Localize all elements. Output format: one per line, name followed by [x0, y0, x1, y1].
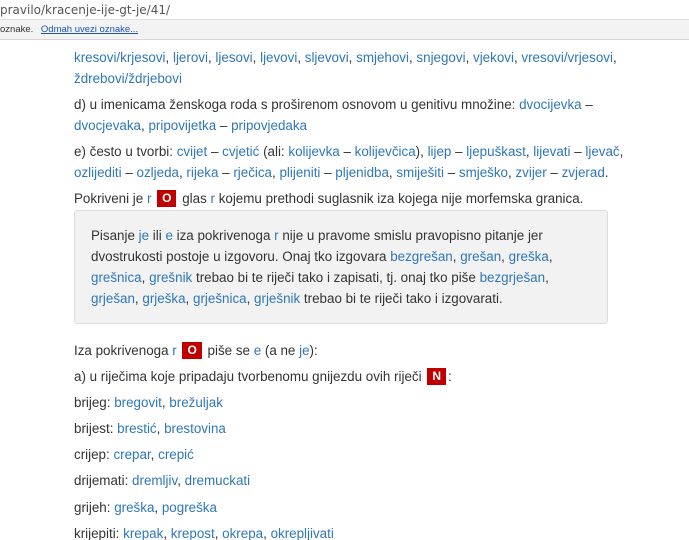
example-word-link[interactable]: smješko [458, 165, 508, 180]
text-run: – [581, 97, 593, 112]
badge-o[interactable]: O [182, 342, 201, 359]
after-before: Iza pokrivenoga [74, 343, 173, 358]
paragraph-a-end: : [447, 369, 452, 384]
highlighted-letters: e [165, 228, 173, 243]
entry-word-link[interactable]: crepar [113, 447, 151, 462]
example-word-link[interactable]: vjekovi [473, 50, 514, 65]
badge-o[interactable]: O [157, 190, 176, 207]
letter-e: e [253, 343, 262, 358]
after-middle: piše se [203, 343, 254, 358]
example-word-link[interactable]: sljevovi [304, 50, 349, 65]
entry-row [74, 523, 334, 540]
text-run: e) često u tvorbi: [74, 144, 177, 159]
url-text[interactable]: pravilo/kracenje-ije-gt-je/41/ [0, 3, 171, 17]
text-run: – [218, 165, 234, 180]
example-word-link[interactable]: cvjetić [222, 144, 260, 159]
text-run: , [165, 50, 173, 65]
text-run: . [604, 165, 609, 180]
covered-before: Pokriveni je [74, 191, 147, 206]
entry-word-link[interactable]: brestić [117, 421, 157, 436]
separator: , [150, 447, 159, 462]
example-word-link[interactable]: lijevati [533, 144, 571, 159]
text-run: , [513, 50, 522, 65]
example-word-link[interactable]: dvocjevaka [74, 118, 141, 133]
covered-middle: glas [178, 191, 211, 206]
example-word-link[interactable]: kolijevka [288, 144, 340, 159]
entry-row [74, 418, 226, 439]
badge-n[interactable]: N [427, 368, 446, 385]
text-run: , [388, 165, 397, 180]
example-word-link[interactable]: dvocijevka [519, 97, 582, 112]
entry-row [74, 444, 194, 465]
example-word-link[interactable]: pripovijetka [148, 118, 217, 133]
entry-head: drijemati: [74, 473, 133, 488]
text-run: – [207, 144, 223, 159]
letter-r: r [210, 191, 215, 206]
example-word-link[interactable]: ždrebovi/ždrjebovi [74, 71, 182, 86]
text-run: – [443, 165, 459, 180]
example-word-link[interactable]: lijep [427, 144, 452, 159]
text-run: nije u pravome smislu pravopisno pitanje jer [278, 228, 543, 243]
text-run: – [570, 144, 586, 159]
note-word-link[interactable]: grešnica [91, 270, 142, 285]
entry-word-link[interactable]: dremljiv [132, 473, 178, 488]
note-line [91, 246, 553, 267]
example-word-link[interactable]: ljevač [585, 144, 620, 159]
entry-word-link[interactable]: brestovina [164, 421, 226, 436]
note-word-link[interactable]: grešnik [149, 270, 193, 285]
example-word-link[interactable]: pripovjedaka [231, 118, 308, 133]
text-run: , [246, 291, 255, 306]
note-word-link[interactable]: bezgrešan [390, 249, 453, 264]
paragraph-e-line [74, 162, 609, 183]
entry-word-link[interactable]: bregovit [114, 395, 162, 410]
text-run: (ali: [259, 144, 289, 159]
text-run: Pisanje [91, 228, 139, 243]
text-run: iza pokrivenoga [172, 228, 275, 243]
text-run: – [546, 165, 562, 180]
after-end: ): [309, 343, 318, 358]
entry-head: brijest: [74, 421, 118, 436]
text-run: – [121, 165, 137, 180]
entry-head: crijep: [74, 447, 114, 462]
example-word-link[interactable]: rječica [233, 165, 273, 180]
entry-word-link[interactable]: dremuckati [184, 473, 251, 488]
text-run: , [134, 291, 143, 306]
note-box [74, 210, 608, 324]
note-word-link[interactable]: grješka [142, 291, 186, 306]
text-run: , [452, 249, 461, 264]
text-run: , [178, 165, 187, 180]
text-run: , [252, 50, 261, 65]
after-paren: (a ne [261, 343, 300, 358]
text-run: , [619, 144, 624, 159]
separator: , [214, 526, 223, 540]
entry-head: grijeh: [74, 500, 115, 515]
text-run: , [185, 291, 193, 306]
example-word-link[interactable]: ozljeda [136, 165, 179, 180]
example-word-link[interactable]: ljepuškast [466, 144, 526, 159]
text-run: , [297, 50, 305, 65]
note-line [91, 288, 503, 309]
entry-row [74, 470, 250, 491]
note-word-link[interactable]: grješan [91, 291, 135, 306]
example-word-link[interactable]: ljesovi [215, 50, 253, 65]
separator: , [177, 473, 185, 488]
entry-head: krijepiti: [74, 526, 124, 540]
note-word-link[interactable]: greška [508, 249, 549, 264]
note-word-link[interactable]: grješnik [254, 291, 301, 306]
text-run: , [348, 50, 357, 65]
example-line [74, 68, 182, 89]
text-run: trebao bi te riječi tako i izgovarati. [300, 291, 503, 306]
separator: , [163, 526, 171, 540]
address-bar[interactable] [0, 0, 689, 20]
note-line [91, 225, 543, 246]
highlighted-letters: je [138, 228, 150, 243]
text-run: – [216, 118, 232, 133]
text-run: , [465, 50, 474, 65]
text-run: , [508, 165, 516, 180]
example-word-link[interactable]: rijeka [186, 165, 219, 180]
entry-word-link[interactable]: greška [114, 500, 155, 515]
paragraph-d-line [74, 115, 307, 136]
text-run: , [141, 118, 149, 133]
entry-word-link[interactable]: okrepljivati [270, 526, 334, 540]
text-run: , [408, 50, 417, 65]
entry-head: brijeg: [74, 395, 115, 410]
entry-word-link[interactable]: brežuljak [169, 395, 223, 410]
text-run: ), [415, 144, 428, 159]
separator: , [156, 421, 165, 436]
example-word-link[interactable]: plijeniti [279, 165, 321, 180]
example-word-link[interactable]: snjegovi [416, 50, 466, 65]
example-word-link[interactable]: ljevovi [260, 50, 298, 65]
example-word-link[interactable]: vresovi/vrjesovi [521, 50, 613, 65]
text-run: – [320, 165, 336, 180]
separator: , [161, 395, 170, 410]
example-word-link[interactable]: kresovi/krjesovi [74, 50, 166, 65]
note-line [91, 267, 549, 288]
text-run: ili [149, 228, 166, 243]
paragraph-a [74, 366, 452, 387]
letter-r: r [172, 343, 177, 358]
entry-row [74, 497, 217, 518]
example-word-link[interactable]: cvijet [176, 144, 208, 159]
text-run: – [451, 144, 467, 159]
text-run: , [207, 50, 216, 65]
note-word-link[interactable]: bezgrješan [479, 270, 546, 285]
entry-word-link[interactable]: crepić [158, 447, 194, 462]
example-word-link[interactable]: smjehovi [356, 50, 409, 65]
example-word-link[interactable]: ljerovi [172, 50, 208, 65]
bookmarks-label: oznake. [0, 24, 34, 35]
example-line [74, 47, 617, 68]
text-run: , [612, 50, 617, 65]
text-run: , [525, 144, 534, 159]
text-run: , [545, 270, 549, 285]
entry-word-link[interactable]: krepak [123, 526, 164, 540]
import-bookmarks-link[interactable]: Odmah uvezi oznake... [40, 24, 139, 35]
example-word-link[interactable]: smiješiti [396, 165, 444, 180]
text-run: – [339, 144, 355, 159]
paragraph-d-line [74, 94, 593, 115]
text-run: d) u imenicama ženskoga roda s proširenom osnovom u genitivu množine: [74, 97, 520, 112]
letters-je: je [299, 343, 310, 358]
separator: , [154, 500, 162, 515]
example-word-link[interactable]: pljenidba [335, 165, 389, 180]
bookmarks-bar [0, 20, 689, 40]
entry-word-link[interactable]: okrepa [222, 526, 264, 540]
separator: , [263, 526, 271, 540]
paragraph-e-line [74, 141, 623, 162]
text-run: , [141, 270, 150, 285]
entry-word-link[interactable]: krepost [170, 526, 215, 540]
entry-word-link[interactable]: pogreška [161, 500, 217, 515]
entry-row [74, 392, 223, 413]
paragraph-a-text: a) u riječima koje pripadaju tvorbenomu gnijezdu ovih riječi [74, 369, 426, 384]
covered-r-definition [74, 188, 583, 209]
example-word-link[interactable]: kolijevčica [354, 144, 416, 159]
example-word-link[interactable]: zvjerad [561, 165, 605, 180]
highlighted-letters: r [274, 228, 279, 243]
after-covered-r-heading [74, 340, 318, 361]
text-run: , [548, 249, 553, 264]
rule-content [54, 40, 634, 540]
example-word-link[interactable]: ozlijediti [74, 165, 122, 180]
text-run: , [272, 165, 280, 180]
covered-after: kojemu prethodi suglasnik iza kojega nije morfemska granica. [214, 191, 584, 206]
example-word-link[interactable]: zvijer [515, 165, 547, 180]
text-run: , [501, 249, 509, 264]
letter-r: r [146, 191, 152, 206]
note-word-link[interactable]: grješnica [193, 291, 247, 306]
note-word-link[interactable]: grešan [460, 249, 502, 264]
text-run: dvostrukosti postoje u izgovoru. Onaj tko izgovara [91, 249, 391, 264]
text-run: trebao bi te riječi tako i zapisati, tj. onaj tko piše [192, 270, 480, 285]
